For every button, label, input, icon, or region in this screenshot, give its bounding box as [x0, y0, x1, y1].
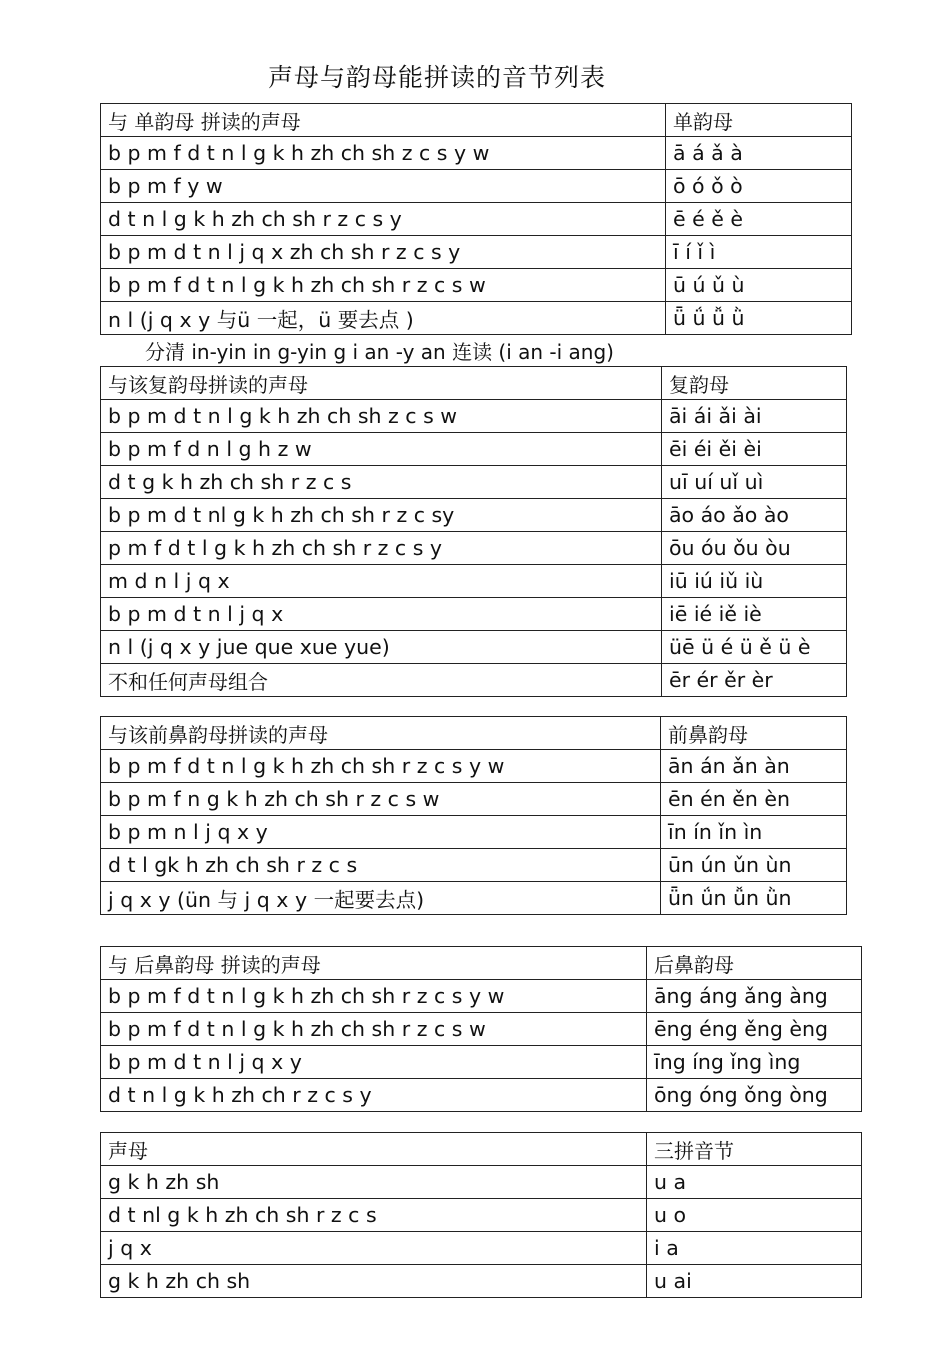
table-row	[101, 750, 847, 783]
table-row	[101, 1166, 862, 1199]
header-finals: 单韵母	[666, 104, 852, 137]
syllable-cell: u o	[647, 1199, 862, 1232]
table-row	[101, 849, 847, 882]
table-row	[101, 400, 847, 433]
initials-cell: d t n l g k h zh ch sh r z c s y	[101, 203, 666, 236]
initials-cell: 不和任何声母组合	[101, 664, 662, 697]
initials-cell: m d n l j q x	[101, 565, 662, 598]
finals-cell: ūn ún ǔn ùn	[661, 849, 847, 882]
initials-cell: b p m f d t n l g k h zh ch sh z c s y w	[101, 137, 666, 170]
table-header-row	[101, 367, 847, 400]
finals-cell: ē é ě è	[666, 203, 852, 236]
table-header-row	[101, 104, 852, 137]
initials-cell: b p m f d t n l g k h zh ch sh r z c s w	[101, 269, 666, 302]
header-initials: 与该复韵母拼读的声母	[101, 367, 662, 400]
header-initials: 与 单韵母 拼读的声母	[101, 104, 666, 137]
table-row	[101, 1079, 862, 1112]
syllable-cell: u a	[647, 1166, 862, 1199]
initials-cell: d t n l g k h zh ch r z c s y	[101, 1079, 647, 1112]
finals-cell: āng áng ǎng àng	[647, 980, 862, 1013]
initials-cell: p m f d t l g k h zh ch sh r z c s y	[101, 532, 662, 565]
initials-cell: b p m f d t n l g k h zh ch sh r z c s w	[101, 1013, 647, 1046]
finals-cell: ān án ǎn àn	[661, 750, 847, 783]
table-row	[101, 532, 847, 565]
finals-cell: ēng éng ěng èng	[647, 1013, 862, 1046]
finals-cell: uī uí uǐ uì	[662, 466, 847, 499]
initials-cell: d t g k h zh ch sh r z c s	[101, 466, 662, 499]
table-row	[101, 203, 852, 236]
table-row	[101, 1232, 862, 1265]
finals-cell: āo áo ǎo ào	[662, 499, 847, 532]
table-header-row	[101, 717, 847, 750]
single-finals-table	[100, 103, 852, 335]
table-row	[101, 269, 852, 302]
initials-cell: b p m f d n l g h z w	[101, 433, 662, 466]
initials-cell: j q x y (ün 与 j q x y 一起要去点)	[101, 882, 661, 915]
finals-cell: ōu óu ǒu òu	[662, 532, 847, 565]
table-row	[101, 598, 847, 631]
finals-cell: ū ú ǔ ù	[666, 269, 852, 302]
header-initials: 与 后鼻韵母 拼读的声母	[101, 947, 647, 980]
header-finals: 复韵母	[662, 367, 847, 400]
finals-cell: ǖn ǘn ǚn ǜn	[661, 882, 847, 915]
finals-cell: ō ó ǒ ò	[666, 170, 852, 203]
table-row	[101, 783, 847, 816]
finals-cell: ǖ ǘ ǚ ǜ	[666, 302, 852, 335]
back-nasal-finals-table	[100, 946, 862, 1112]
triple-syllable-table	[100, 1132, 862, 1298]
note-text: in-yin in g-yin g i an -y an 连读 (i an -i ang)	[191, 340, 614, 364]
table-row	[101, 499, 847, 532]
table-row	[101, 565, 847, 598]
page-title: 声母与韵母能拼读的音节列表	[268, 63, 607, 92]
syllable-cell: i a	[647, 1232, 862, 1265]
table-header-row	[101, 947, 862, 980]
table-row	[101, 1265, 862, 1298]
header-finals: 前鼻韵母	[661, 717, 847, 750]
finals-cell: üē ü é ü ě ü è	[662, 631, 847, 664]
table-row	[101, 170, 852, 203]
finals-cell: ā á ǎ à	[666, 137, 852, 170]
header-finals: 后鼻韵母	[647, 947, 862, 980]
initials-cell: g k h zh sh	[101, 1166, 647, 1199]
table-row	[101, 1013, 862, 1046]
front-nasal-finals-table	[100, 716, 847, 915]
finals-cell: ōng óng ǒng òng	[647, 1079, 862, 1112]
syllable-cell: u ai	[647, 1265, 862, 1298]
table-row	[101, 631, 847, 664]
compound-finals-table	[100, 366, 847, 697]
initials-cell: b p m f d t n l g k h zh ch sh r z c s y w	[101, 980, 647, 1013]
table-row	[101, 882, 847, 915]
initials-cell: b p m f y w	[101, 170, 666, 203]
table-row	[101, 466, 847, 499]
initials-cell: b p m f n g k h zh ch sh r z c s w	[101, 783, 661, 816]
header-syllables: 三拼音节	[647, 1133, 862, 1166]
table-row	[101, 980, 862, 1013]
finals-cell: iū iú iǔ iù	[662, 565, 847, 598]
finals-cell: īn ín ǐn ìn	[661, 816, 847, 849]
header-initials: 声母	[101, 1133, 647, 1166]
initials-cell: j q x	[101, 1232, 647, 1265]
finals-cell: āi ái ǎi ài	[662, 400, 847, 433]
table-row	[101, 302, 852, 335]
finals-cell: ī í ǐ ì	[666, 236, 852, 269]
table-row	[101, 236, 852, 269]
table-row	[101, 1199, 862, 1232]
initials-cell: n l (j q x y jue que xue yue)	[101, 631, 662, 664]
initials-cell: b p m n l j q x y	[101, 816, 661, 849]
table-row	[101, 433, 847, 466]
table-row	[101, 1046, 862, 1079]
finals-cell: īng íng ǐng ìng	[647, 1046, 862, 1079]
initials-cell: b p m d t n l j q x zh ch sh r z c s y	[101, 236, 666, 269]
note-prefix: 分清	[145, 340, 185, 364]
initials-cell: b p m d t n l j q x y	[101, 1046, 647, 1079]
initials-cell: b p m d t n l g k h zh ch sh z c s w	[101, 400, 662, 433]
initials-cell: b p m d t nl g k h zh ch sh r z c sy	[101, 499, 662, 532]
table-row	[101, 816, 847, 849]
table-row	[101, 137, 852, 170]
table-header-row	[101, 1133, 862, 1166]
initials-cell: d t l gk h zh ch sh r z c s	[101, 849, 661, 882]
finals-cell: ēi éi ěi èi	[662, 433, 847, 466]
finals-cell: ēr ér ěr èr	[662, 664, 847, 697]
reading-note	[145, 336, 614, 365]
initials-cell: n l (j q x y 与ü 一起，ü 要去点 )	[101, 302, 666, 335]
table-row	[101, 664, 847, 697]
initials-cell: g k h zh ch sh	[101, 1265, 647, 1298]
initials-cell: b p m d t n l j q x	[101, 598, 662, 631]
initials-cell: b p m f d t n l g k h zh ch sh r z c s y w	[101, 750, 661, 783]
finals-cell: ēn én ěn èn	[661, 783, 847, 816]
initials-cell: d t nl g k h zh ch sh r z c s	[101, 1199, 647, 1232]
finals-cell: iē ié iě iè	[662, 598, 847, 631]
header-initials: 与该前鼻韵母拼读的声母	[101, 717, 661, 750]
